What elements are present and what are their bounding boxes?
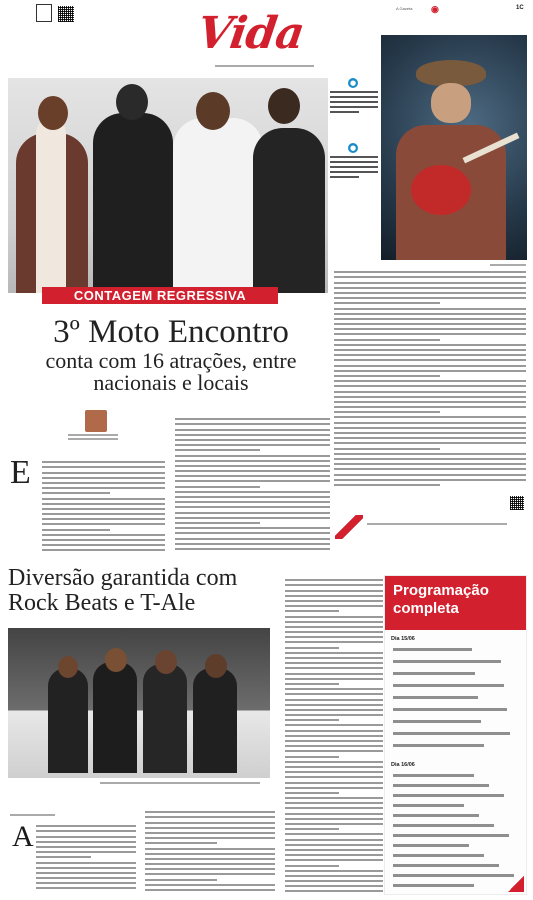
text-line <box>334 308 526 310</box>
text-line <box>145 858 275 860</box>
text-line <box>42 492 110 494</box>
person-3 <box>173 118 263 293</box>
schedule-item <box>393 696 478 699</box>
person-b <box>93 662 137 773</box>
schedule-item <box>393 684 504 687</box>
guitarist-photo <box>381 35 527 260</box>
text-line <box>334 370 526 372</box>
text-line <box>145 811 275 813</box>
text-line <box>285 833 383 835</box>
text-line <box>36 872 136 874</box>
text-line <box>175 460 330 462</box>
text-line <box>334 287 526 289</box>
author-name <box>68 434 123 436</box>
text-line <box>285 813 383 815</box>
article-2-col-1 <box>36 822 136 894</box>
text-line <box>145 884 275 886</box>
text-line <box>334 401 526 403</box>
text-line <box>100 782 260 784</box>
text-line <box>42 498 165 500</box>
text-line <box>285 807 383 809</box>
text-line <box>367 523 507 525</box>
text-line <box>285 631 383 633</box>
side-notes <box>330 78 378 258</box>
text-line <box>285 584 383 586</box>
text-line <box>334 344 526 346</box>
text-line <box>334 391 526 393</box>
text-line <box>334 328 526 330</box>
text-line <box>145 832 275 834</box>
text-line <box>334 468 526 470</box>
text-line <box>42 508 165 510</box>
text-line <box>145 842 217 844</box>
article-col-3 <box>334 268 526 490</box>
text-line <box>334 416 526 418</box>
schedule-item <box>393 854 484 857</box>
byline <box>10 812 60 816</box>
day-heading: Dia 15/06 <box>391 636 415 642</box>
text-line <box>175 444 330 446</box>
headline: 3º Moto Encontro <box>53 314 289 350</box>
text-line <box>68 438 118 440</box>
text-line <box>285 844 383 846</box>
text-line <box>36 830 136 832</box>
author-avatar <box>85 410 107 432</box>
text-line <box>175 506 330 508</box>
section-title: Vida <box>194 8 307 59</box>
text-line <box>285 605 383 607</box>
text-line <box>175 532 330 534</box>
text-line <box>330 171 378 173</box>
article-col-1 <box>42 458 165 554</box>
paper-name: A Gazeta <box>396 6 413 11</box>
article-col-2 <box>175 415 330 555</box>
person-2-head <box>116 84 148 120</box>
text-line <box>285 616 383 618</box>
text-line <box>42 487 165 489</box>
text-line <box>334 365 526 367</box>
text-line <box>334 339 440 341</box>
text-line <box>285 641 383 643</box>
text-line <box>175 496 330 498</box>
text-line <box>285 735 383 737</box>
text-line <box>215 65 314 67</box>
text-line <box>145 816 275 818</box>
text-line <box>36 887 136 889</box>
schedule-item <box>393 720 481 723</box>
text-line <box>145 827 275 829</box>
person-4 <box>253 128 325 293</box>
person-4-head <box>268 88 300 124</box>
dropcap: E <box>10 454 31 491</box>
face <box>431 83 471 123</box>
text-line <box>36 867 136 869</box>
person-a <box>48 668 88 773</box>
text-line <box>285 745 383 747</box>
text-line <box>145 848 275 850</box>
text-line <box>285 621 383 623</box>
text-line <box>334 302 440 304</box>
text-line <box>42 461 165 463</box>
text-line <box>334 354 526 356</box>
page-number: 1C <box>516 5 524 11</box>
person-d <box>193 668 237 773</box>
text-line <box>285 823 383 825</box>
schedule-item <box>393 708 507 711</box>
side-note-2 <box>330 156 378 178</box>
schedule-item <box>393 784 489 787</box>
text-line <box>42 523 165 525</box>
text-line <box>334 484 440 486</box>
dropcap-2: A <box>12 820 34 853</box>
schedule-box <box>384 575 527 895</box>
promo-box <box>335 515 525 539</box>
text-line <box>334 271 526 273</box>
text-line <box>42 544 165 546</box>
schedule-item <box>393 732 510 735</box>
text-line <box>42 539 165 541</box>
schedule-item <box>393 824 494 827</box>
qr-code-icon <box>58 6 74 22</box>
text-line <box>175 543 330 545</box>
text-line <box>36 846 136 848</box>
schedule-title: Programação completa <box>385 576 526 630</box>
text-line <box>145 822 275 824</box>
text-line <box>285 719 339 721</box>
text-line <box>330 166 378 168</box>
text-line <box>334 380 526 382</box>
text-line <box>334 282 526 284</box>
text-line <box>285 792 339 794</box>
text-line <box>285 662 383 664</box>
red-logo-icon: ◉ <box>431 4 439 14</box>
person-3-head <box>196 92 230 130</box>
schedule-item <box>393 814 479 817</box>
text-line <box>285 859 383 861</box>
text-line <box>175 449 260 451</box>
person-2 <box>93 113 173 293</box>
guitar-body <box>411 165 471 215</box>
arrow-icon <box>335 515 363 539</box>
masthead-left <box>6 4 156 26</box>
schedule-item <box>393 774 474 777</box>
text-line <box>36 862 136 864</box>
subheadline: conta com 16 atrações, entre nacionais e locais <box>45 348 297 395</box>
text-line <box>42 472 165 474</box>
corner-decoration <box>508 876 524 892</box>
text-line <box>334 411 440 413</box>
text-line <box>330 161 378 163</box>
text-line <box>334 463 526 465</box>
text-line <box>145 853 275 855</box>
section-subtitle <box>215 63 325 68</box>
text-line <box>285 688 383 690</box>
text-line <box>285 693 383 695</box>
article-2-col-2 <box>145 808 275 894</box>
text-line <box>330 156 378 158</box>
text-line <box>285 647 339 649</box>
author-box <box>68 410 123 446</box>
schedule-item <box>393 672 475 675</box>
text-line <box>145 873 275 875</box>
text-line <box>175 491 330 493</box>
text-line <box>285 600 383 602</box>
band-photo <box>8 78 328 293</box>
person-c <box>143 664 187 773</box>
text-line <box>175 517 330 519</box>
text-line <box>175 434 330 436</box>
text-line <box>334 406 526 408</box>
text-line <box>285 657 383 659</box>
text-line <box>285 636 383 638</box>
text-line <box>285 579 383 581</box>
text-line <box>285 771 383 773</box>
text-line <box>285 870 383 872</box>
text-line <box>285 673 383 675</box>
qr-code-icon <box>510 496 524 510</box>
text-line <box>285 683 339 685</box>
text-line <box>334 276 526 278</box>
schedule-item <box>393 744 484 747</box>
text-line <box>175 527 330 529</box>
text-line <box>285 880 383 882</box>
text-line <box>285 595 383 597</box>
text-line <box>334 437 526 439</box>
text-line <box>334 318 526 320</box>
text-line <box>175 439 330 441</box>
info-icon: ● <box>349 79 357 87</box>
band-2-photo <box>8 628 270 778</box>
text-line <box>36 882 136 884</box>
text-line <box>285 849 383 851</box>
text-line <box>285 699 383 701</box>
schedule-item <box>393 648 472 651</box>
text-line <box>334 333 526 335</box>
photo-caption <box>100 780 278 794</box>
text-line <box>36 856 91 858</box>
text-line <box>175 512 330 514</box>
text-line <box>334 448 440 450</box>
author-role <box>68 438 123 440</box>
photo-credit <box>490 262 530 267</box>
text-line <box>334 349 526 351</box>
schedule-item <box>393 884 474 887</box>
text-line <box>285 797 383 799</box>
text-line <box>285 714 383 716</box>
text-line <box>175 522 260 524</box>
text-line <box>285 730 383 732</box>
day-heading: Dia 16/06 <box>391 762 415 768</box>
schedule-item <box>393 844 469 847</box>
person-b-head <box>105 648 127 672</box>
schedule-item <box>393 864 499 867</box>
text-line <box>285 875 383 877</box>
text-line <box>490 264 526 266</box>
logo-box <box>36 4 52 22</box>
headline-2: Diversão garantida com Rock Beats e T-Ale <box>8 565 238 616</box>
text-line <box>285 885 383 887</box>
schedule-item <box>393 874 514 877</box>
text-line <box>285 818 383 820</box>
person-c-head <box>155 650 177 674</box>
text-line <box>334 442 526 444</box>
person-a-head <box>58 656 78 678</box>
text-line <box>334 297 526 299</box>
text-line <box>285 590 383 592</box>
text-line <box>285 678 383 680</box>
text-line <box>42 518 165 520</box>
text-line <box>330 176 359 178</box>
text-line <box>334 396 526 398</box>
text-line <box>285 709 383 711</box>
text-line <box>330 96 378 98</box>
text-line <box>285 854 383 856</box>
text-line <box>285 828 339 830</box>
promo-text <box>367 521 522 525</box>
text-line <box>36 836 136 838</box>
text-line <box>334 323 526 325</box>
text-line <box>334 458 526 460</box>
text-line <box>175 480 330 482</box>
text-line <box>175 538 330 540</box>
text-line <box>42 529 110 531</box>
text-line <box>42 513 165 515</box>
text-line <box>36 851 136 853</box>
text-line <box>175 429 330 431</box>
text-line <box>36 825 136 827</box>
text-line <box>175 501 330 503</box>
text-line <box>175 475 330 477</box>
text-line <box>330 106 378 108</box>
text-line <box>334 313 526 315</box>
text-line <box>175 465 330 467</box>
text-line <box>175 423 330 425</box>
text-line <box>334 422 526 424</box>
info-icon: ● <box>349 144 357 152</box>
text-line <box>42 482 165 484</box>
text-line <box>145 879 217 881</box>
text-line <box>68 434 118 436</box>
text-line <box>175 418 330 420</box>
text-line <box>175 486 260 488</box>
top-right-header <box>396 4 526 24</box>
person-1-head <box>38 96 68 130</box>
side-note-1 <box>330 91 378 113</box>
text-line <box>285 761 383 763</box>
text-line <box>36 877 136 879</box>
text-line <box>330 101 378 103</box>
text-line <box>285 782 383 784</box>
article-2-col-3 <box>285 576 383 894</box>
text-line <box>330 111 359 113</box>
text-line <box>285 704 383 706</box>
text-line <box>175 470 330 472</box>
text-line <box>334 479 526 481</box>
text-line <box>285 750 383 752</box>
text-line <box>175 455 330 457</box>
text-line <box>285 890 383 892</box>
section-banner: CONTAGEM REGRESSIVA <box>42 287 278 304</box>
text-line <box>145 868 275 870</box>
text-line <box>42 477 165 479</box>
text-line <box>42 503 165 505</box>
text-line <box>145 889 275 891</box>
text-line <box>285 802 383 804</box>
text-line <box>36 841 136 843</box>
text-line <box>334 432 526 434</box>
schedule-item <box>393 660 501 663</box>
text-line <box>285 626 383 628</box>
text-line <box>334 385 526 387</box>
text-line <box>334 359 526 361</box>
schedule-item <box>393 794 504 797</box>
text-line <box>334 375 440 377</box>
person-1-shirt <box>36 118 66 293</box>
text-line <box>285 610 339 612</box>
text-line <box>334 427 526 429</box>
text-line <box>285 865 339 867</box>
text-line <box>334 474 526 476</box>
text-line <box>285 740 383 742</box>
text-line <box>285 652 383 654</box>
schedule-item <box>393 834 509 837</box>
text-line <box>285 724 383 726</box>
text-line <box>285 839 383 841</box>
text-line <box>285 776 383 778</box>
text-line <box>10 814 55 816</box>
text-line <box>145 863 275 865</box>
text-line <box>334 453 526 455</box>
text-line <box>175 548 330 550</box>
text-line <box>42 549 165 551</box>
text-line <box>42 466 165 468</box>
text-line <box>330 91 378 93</box>
text-line <box>42 534 165 536</box>
text-line <box>285 667 383 669</box>
schedule-item <box>393 804 464 807</box>
text-line <box>285 787 383 789</box>
text-line <box>334 292 526 294</box>
person-d-head <box>205 654 227 678</box>
text-line <box>285 756 339 758</box>
text-line <box>285 766 383 768</box>
text-line <box>145 837 275 839</box>
